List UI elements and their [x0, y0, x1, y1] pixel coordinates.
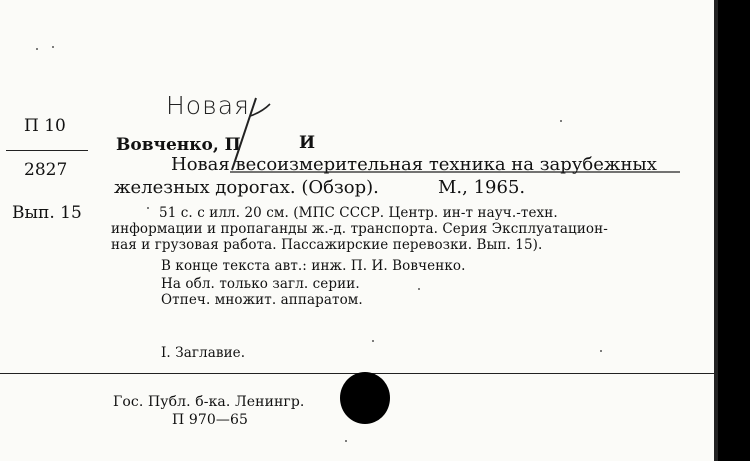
speck [52, 46, 54, 48]
title-line-2: железных дорогах. (Обзор). [114, 177, 379, 198]
tracing: I. Заглавие. [161, 345, 246, 361]
speck [345, 440, 347, 442]
handwritten-note: Новая [166, 91, 250, 120]
speck [36, 48, 38, 50]
speck [372, 340, 374, 342]
author-heading: Вовченко, П [116, 135, 241, 155]
description-line: ная и грузовая работа. Пассажирские перевозки. Вып. 15). [111, 237, 543, 253]
pen-slash [232, 98, 256, 170]
note-line: На обл. только загл. серии. [161, 276, 360, 292]
speck [600, 350, 602, 352]
library-name: Гос. Публ. б-ка. Ленингр. [113, 394, 305, 410]
punch-hole [340, 372, 390, 424]
title-line-1: Новая весоизмерительная техника на зарубежных [171, 154, 657, 175]
inventory-number: 2827 [24, 160, 68, 180]
author-initial: И [299, 133, 316, 153]
note-line: Отпеч. множит. аппаратом. [161, 292, 363, 308]
speck [418, 288, 420, 290]
issue-number: Вып. 15 [12, 203, 82, 223]
description-line: информации и пропаганды ж.-д. транспорта. Серия Эксплуатацион- [111, 221, 608, 237]
speck [560, 120, 562, 122]
speck [147, 207, 149, 209]
note-line: В конце текста авт.: инж. П. И. Вовченко. [161, 258, 466, 274]
imprint: М., 1965. [438, 177, 526, 198]
shelf-mark: П 10 [24, 116, 66, 136]
description-line: 51 с. с илл. 20 см. (МПС СССР. Центр. ин-т науч.-техн. [159, 205, 558, 221]
card-number: П 970—65 [172, 412, 248, 428]
